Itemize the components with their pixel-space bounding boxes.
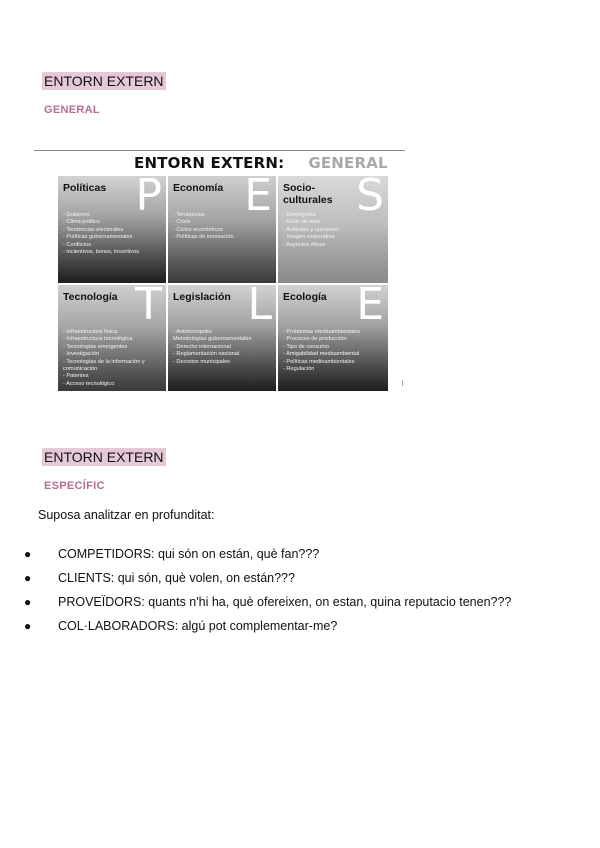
pestle-cell-socioculturales — [278, 176, 388, 283]
section1-heading: ENTORN EXTERN — [44, 73, 164, 89]
pestle-items — [283, 329, 360, 373]
pestle-item: comunicación — [63, 366, 98, 373]
section2-heading: ENTORN EXTERN — [44, 449, 164, 465]
pestle-cell-politicas — [58, 176, 166, 283]
pestle-cell-title: Legislación — [173, 291, 231, 303]
pestle-item: - Conflictos — [63, 241, 91, 248]
intro-text: Suposa analitzar en profunditat: — [38, 508, 215, 522]
pestle-items — [63, 212, 139, 256]
pestle-item: - Crisis — [173, 219, 191, 226]
list-item — [20, 590, 526, 614]
pestle-item: - Tecnologías emergentes — [63, 343, 128, 350]
pestle-cell-legislacion — [168, 285, 276, 391]
pestle-cell-title: Tecnología — [63, 291, 118, 303]
pestle-item: - Aspectos éticos — [283, 241, 326, 248]
pestle-item: - Procesos de producción — [283, 336, 347, 343]
figure-title-suffix: GENERAL — [308, 154, 388, 172]
section2-subheading: ESPECÍFIC — [44, 480, 105, 492]
bullet-dot: ● — [24, 619, 32, 633]
section1-subheading: GENERAL — [44, 104, 100, 116]
bullet-text: COMPETIDORS: qui són on están, què fan??? — [58, 547, 320, 561]
pestle-item: - Políticas gubernamentales — [63, 234, 133, 241]
bullet-list — [20, 542, 526, 638]
pestle-item: - Tendencias electorales — [63, 226, 124, 233]
pestle-letter: E — [356, 285, 384, 330]
pestle-item: - Estilo de vida — [283, 219, 320, 226]
bullet-text: COL·LABORADORS: algú pot complementar-me? — [58, 619, 338, 633]
pestle-cell-title: Economía — [173, 182, 224, 194]
pestle-cell-tecnologia — [58, 285, 166, 391]
pestle-item: - Políticas medioambientales — [283, 358, 355, 365]
pestle-item: - Imagen corporativa — [283, 234, 335, 241]
bullet-dot: ● — [24, 571, 32, 585]
figure-title-main: ENTORN EXTERN: — [134, 154, 285, 172]
pestle-figure — [34, 148, 406, 394]
list-item — [20, 614, 526, 638]
figure-title — [134, 154, 388, 172]
pestle-item: - Reglamentación nacional — [173, 351, 240, 358]
pestle-item: - Gobierno — [63, 212, 90, 218]
pestle-item: - Políticas de innovación — [173, 234, 234, 241]
pestle-cell-economia — [168, 176, 276, 283]
pestle-cell-title: Políticas — [63, 182, 107, 194]
bullet-dot: ● — [24, 547, 32, 561]
pestle-item: - incientivos, bonos, incentivos — [63, 249, 139, 256]
pestle-items — [173, 212, 234, 242]
figure-rule — [34, 150, 405, 151]
pestle-item: - Derecho internacional — [173, 343, 231, 350]
pestle-item: - Investigación — [63, 351, 100, 358]
pestle-item: - Decretos municipales — [173, 358, 230, 365]
pestle-item: - Problemas medioambientales — [283, 329, 361, 335]
pestle-letter: E — [244, 176, 272, 221]
pestle-letter: S — [356, 176, 384, 221]
list-item — [20, 542, 526, 566]
pestle-item: - Amigabilidad medioambiental — [283, 351, 360, 358]
pestle-items — [63, 329, 145, 388]
pestle-item: - Demografía — [283, 212, 316, 218]
pestle-letter: T — [135, 285, 162, 330]
pestle-cell-ecologia — [278, 285, 388, 391]
pestle-item: - Tecnologías de la información y — [63, 358, 145, 365]
pestle-letter: P — [135, 176, 162, 221]
pestle-item: - Clima político — [63, 219, 100, 226]
pestle-grid — [58, 176, 388, 393]
pestle-letter: L — [247, 285, 272, 330]
bullet-dot: ● — [24, 595, 32, 609]
pestle-item: - Ciclos económicos — [173, 226, 224, 233]
bullet-text: CLIENTS: qui són, què volen, on están??? — [58, 571, 295, 585]
pestle-item: - Antimonopolio — [173, 329, 212, 335]
pestle-cell-title: Socio-culturales — [283, 182, 333, 206]
pestle-item: Metodologías gubernamentales — [173, 336, 252, 343]
pestle-cell-title: Ecología — [283, 291, 327, 303]
bullet-text: PROVEÏDORS: quants n'hi ha, què ofereixen, on estan, quina reputacio tenen??? — [58, 595, 512, 609]
pestle-item: - Acceso tecnológico — [63, 380, 115, 387]
pestle-item: - Infraestructura física — [63, 329, 118, 335]
pestle-item: - Tendencias — [173, 212, 205, 218]
list-item — [20, 566, 526, 590]
pestle-items — [283, 212, 339, 249]
figure-mark — [402, 380, 403, 386]
pestle-item: - Actitudes y opiniones — [283, 226, 339, 233]
pestle-item: - Patentes — [63, 373, 89, 380]
pestle-item: - Tipo de consumo — [283, 343, 330, 350]
pestle-item: - Infraestructura tecnológica — [63, 336, 133, 343]
pestle-item: - Regulación — [283, 366, 315, 373]
pestle-items — [173, 329, 251, 366]
